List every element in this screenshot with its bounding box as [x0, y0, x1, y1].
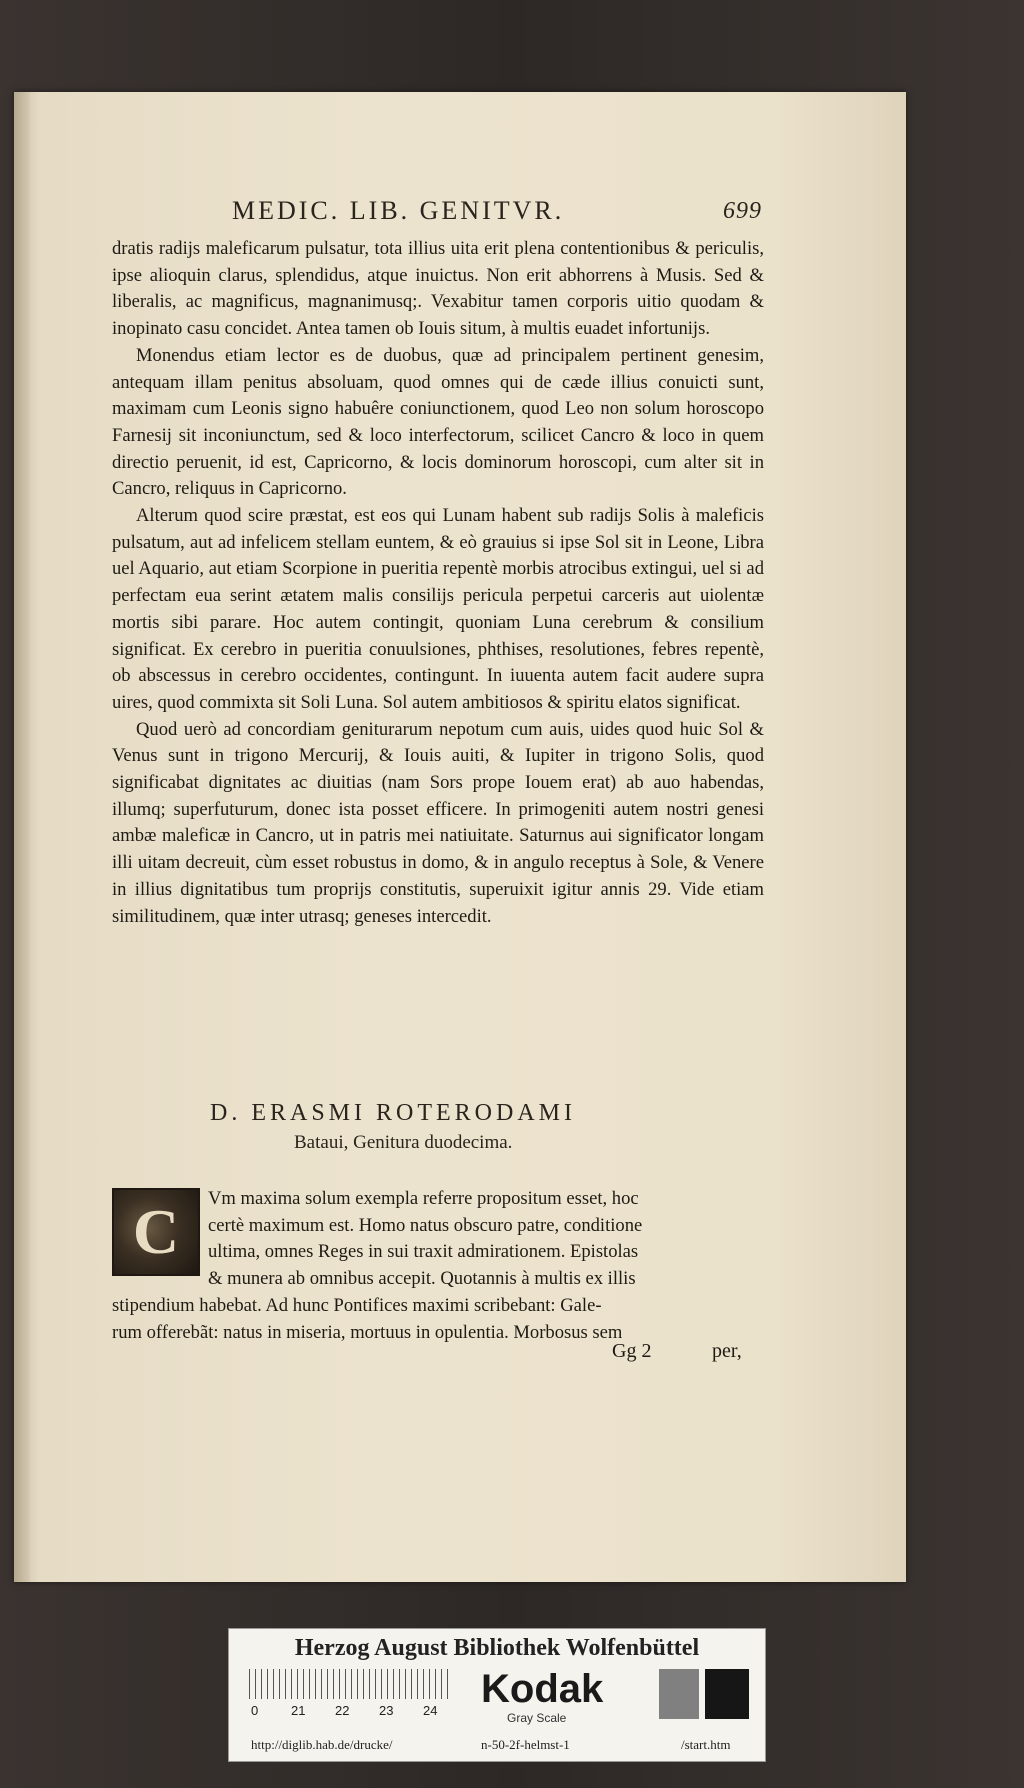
- paragraph: Quod uerò ad concordiam geniturarum nepotum cum auis, uides quod huic Sol & Venus sunt in trigono Mercurij, & Iouis auiti, & Iupiter in trigono Solis, quod significabat dignitates ac diuitias (nam Sors prope Iouem erat) ab auo habendas, illumq; superfuturum, donec ista posset efficere. In primogeniti autem nostri genesi ambæ maleficæ in Cancro, ut in patris mei natiuitate. Saturnus aui significator longam illi uitam decreuit, cùm esset robustus in domo, & in angulo receptus à Sole, & Venere in illius dignitatibus tum proprijs constitutis, superuixit igitur annis 29. Vide etiam similitudinem, quæ inter utrasq; geneses intercedit.: [112, 718, 764, 927]
- gray-scale-label: Gray Scale: [507, 1711, 567, 1725]
- text-line: & munera ab omnibus accepit. Quotannis à multis ex illis: [208, 1268, 636, 1290]
- section-text: [112, 1186, 764, 1346]
- scale-ruler: [249, 1669, 449, 1699]
- page-gutter-edge: [14, 92, 30, 1582]
- main-text: [112, 236, 764, 930]
- catchword: per,: [712, 1340, 742, 1362]
- text-line: Vm maxima solum exempla referre propositum esset, hoc: [208, 1188, 639, 1209]
- running-title: MEDIC. LIB. GENITVR.: [232, 196, 565, 225]
- paragraph: Alterum quod scire præstat, est eos qui Lunam habent sub radijs Solis à maleficis pulsatum, aut ad infelicem stellam euntem, & eò grauius si ipse Sol sit in Leone, Libra uel Aquario, aut etiam Scorpione in pueritia repentè morbis atrocibus extingui, uel si ad perfectam eua serint ætatem malis consilijs pericula perpetui carceris aut uiolentæ mortis sibi parare. Hoc autem contingit, quoniam Luna cerebrum & consilium significat. Ex cerebro in pueritia conuulsiones, phthises, resolutiones, febres repentè, ob abscessus in cerebro occidentes, contingunt. In iuuenta autem facit audere supra uires, quod commixta sit Soli Luna. Sol autem ambitiosos & spiritu elatos significat.: [112, 505, 764, 713]
- text-line: certè maximum est. Homo natus obscuro patre, conditione: [208, 1214, 643, 1236]
- library-color-bar: [228, 1628, 766, 1762]
- paragraph: Monendus etiam lector es de duobus, quæ ad principalem pertinent genesim, antequam illam penitus absoluam, quod omnes qui de cæde illius conuicti sunt, maximam cum Leonis signo habuêre coniunctionem, quod Leo non solum horoscopo Farnesij sit inconiunctum, sed & loco interfectorum, scilicet Cancro & loco in quem directio peruenit, id est, Capricorno, & locis dominorum horoscopi, cum alter sit in Cancro, reliquus in Capricorno.: [112, 344, 764, 500]
- ruler-number: 0: [251, 1703, 259, 1718]
- kodak-logo: Kodak: [481, 1667, 604, 1711]
- decorated-initial: C: [112, 1188, 200, 1276]
- url-id: n-50-2f-helmst-1: [481, 1737, 570, 1752]
- signature-mark: Gg 2: [612, 1340, 652, 1362]
- section-subtitle: Bataui, Genitura duodecima.: [294, 1132, 513, 1153]
- library-name: Herzog August Bibliothek Wolfenbüttel: [294, 1635, 700, 1661]
- page-number: 699: [723, 198, 762, 224]
- text-line: rum offerebãt: natus in miseria, mortuus in opulentia. Morbosus sem: [112, 1321, 623, 1343]
- gray-patch: [659, 1669, 699, 1719]
- url-base: http://diglib.hab.de/drucke/: [251, 1737, 393, 1752]
- url-suffix: /start.htm: [681, 1737, 731, 1752]
- paragraph: dratis radijs maleficarum pulsatur, tota illius uita erit plena contentionibus & periculis, ipse alioquin clarus, splendidus, atque inuictus. Non erit abhorrens à Musis. Sed & liberalis, ac magnificus, magnanimusq;. Vexabitur tamen corporis uitio quodam & inopinato casu concidet. Antea tamen ob Iouis situm, à multis euadet infortunijs.: [112, 238, 764, 340]
- ruler-number: 23: [379, 1703, 394, 1718]
- ruler-number: 21: [291, 1703, 306, 1718]
- black-patch: [705, 1669, 749, 1719]
- text-line: ultima, omnes Reges in sui traxit admirationem. Epistolas: [208, 1241, 639, 1263]
- running-head: [232, 196, 762, 226]
- section-title: D. ERASMI ROTERODAMI: [210, 1100, 577, 1126]
- ruler-number: 24: [423, 1703, 438, 1718]
- text-line: stipendium habebat. Ad hunc Pontifices maximi scribebant: Gale-: [112, 1294, 602, 1316]
- ruler-number: 22: [335, 1703, 350, 1718]
